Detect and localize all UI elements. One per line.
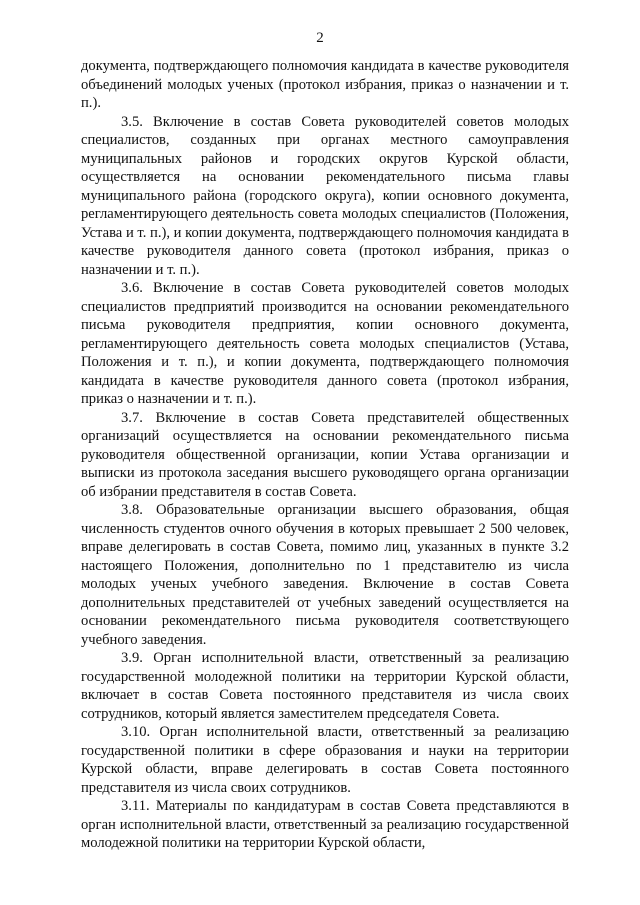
paragraph-3-5: 3.5. Включение в состав Совета руководителей советов молодых специалистов, созданных при органах местного самоуправления муниципальных районов и городских округов Курской области, осуществляется на основании рекомендательного письма главы муниципального района (городского округа), копии основного документа, регламентирующего деятельность совета молодых специалистов (Положения, Устава и т. п.), и копии документа, подтверждающего полномочия кандидата в качестве руководителя данного совета (протокол избрания, приказ о назначении и т. п.). xyxy=(81,113,569,278)
paragraph-3-7: 3.7. Включение в состав Совета представителей общественных организаций осуществляется на основании рекомендательного письма руководителя общественной организации, копии Устава организации и выписки из протокола заседания высшего руководящего органа организации об избрании представителя в состав Совета. xyxy=(81,409,569,500)
paragraph-3-10: 3.10. Орган исполнительной власти, ответственный за реализацию государственной политики в сфере образования и науки на территории Курской области, вправе делегировать в состав Совета постоянного представителя из числа своих сотрудников. xyxy=(81,724,569,796)
paragraph-3-11: 3.11. Материалы по кандидатурам в состав Совета представляются в орган исполнительной власти, ответственный за реализацию государственной молодежной политики на территории Курской области, xyxy=(81,798,569,851)
paragraph-continuation: документа, подтверждающего полномочия кандидата в качестве руководителя объединений молодых ученых (протокол избрания, приказ о назначении и т. п.). xyxy=(81,58,569,111)
document-body xyxy=(81,57,569,853)
paragraph-3-6: 3.6. Включение в состав Совета руководителей советов молодых специалистов предприятий производится на основании рекомендательного письма руководителя предприятия, копии основного документа, регламентирующего деятельность совета молодых специалистов (Устава, Положения и т. п.), и копии документа, подтверждающего полномочия кандидата в качестве руководителя данного совета (протокол избрания, приказ о назначении и т. п.). xyxy=(81,280,569,407)
paragraph-3-8: 3.8. Образовательные организации высшего образования, общая численность студентов очного обучения в которых превышает 2 500 человек, вправе делегировать в состав Совета, помимо лиц, указанных в пункте 3.2 настоящего Положения, дополнительно по 1 представителю из числа молодых ученых учебного заведения. Включение в состав Совета дополнительных представителей от учебных заведений осуществляется на основании рекомендательного письма руководителя соответствующего учебного заведения. xyxy=(81,502,569,648)
paragraph-3-9: 3.9. Орган исполнительной власти, ответственный за реализацию государственной молодежной политики на территории Курской области, включает в состав Совета постоянного представителя из числа своих сотрудников, который является заместителем председателя Совета. xyxy=(81,650,569,722)
page-number: 2 xyxy=(316,30,324,46)
